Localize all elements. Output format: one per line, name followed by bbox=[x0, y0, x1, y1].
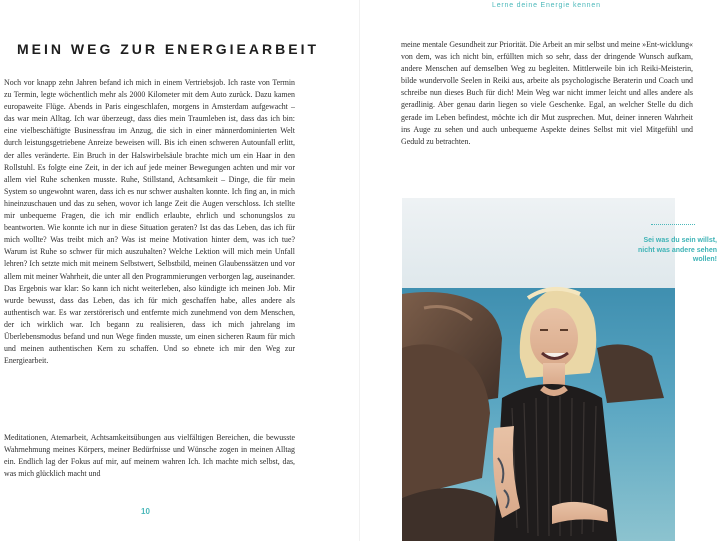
pull-quote-divider bbox=[651, 224, 695, 225]
running-header: Lerne deine Energie kennen bbox=[492, 2, 601, 9]
chapter-title: MEIN WEG ZUR ENERGIEARBEIT bbox=[17, 41, 320, 57]
pull-quote: Sei was du sein willst, nicht was andere sehen wollen! bbox=[638, 237, 717, 264]
page-number: 10 bbox=[141, 507, 150, 516]
body-paragraph: meine mentale Gesundheit zur Priorität. Die Arbeit an mir selbst und meine »Ent-wicklung« von dem, was ich nicht bin, erfüllten mich so sehr, dass der dringende Wunsch aufkam, andere Menschen auf demselben Weg zu begleiten. Mittlerweile bin ich Reiki-Meisterin, bilde wundervolle Seelen in Reiki aus, arbeite als psychologische Beraterin und Coach und schreibe nun dieses Buch für dich! Mein Weg war nicht immer leicht und alles andere als geradlinig. Aber genau darin liegen so viele Geschenke. Egal, an welcher Stelle du dich gerade im Leben befindest, möchte ich dir Mut zusprechen. Mut, deiner inneren Wahrheit ins Auge zu sehen und auch unbequeme Aspekte deines Selbst mit viel Mitgefühl und Geduld zu betrachten. bbox=[401, 40, 693, 146]
body-paragraph: Meditationen, Atemarbeit, Achtsamkeitsübungen aus vielfältigen Bereichen, die bewusste Wahrnehmung meines Körpers, meiner Bedürfnisse und Wünsche zogen in meinen Alltag ein. Endlich lag der Fokus auf mir, auf meinem wahren Ich. Ich machte mich selbst, das, was mich glücklich macht und bbox=[4, 433, 295, 479]
right-page bbox=[360, 0, 720, 541]
body-paragraph: Noch vor knapp zehn Jahren befand ich mich in einem Vertriebsjob. Ich raste von Termin zu Termin, legte wöchentlich mehr als 2000 Kilometer mit dem Auto zurück. Dazu kamen europaweite Flüge. Abends in Paris eingeschlafen, morgens in Amsterdam aufgewacht – das war mein Alltag. Ich war überzeugt, dass dies mein Traumleben ist, dass das ich bin: eine vielbeschäftigte Businessfrau im Anzug, die sich in einer männerdominierten Welt durch leistungsgetriebene Anreize beweisen will. Bis ich einen schweren Autounfall erlitt, der alles veränderte. Ein Bruch in der Halswirbelsäule brachte mich um ein Haar in den Rollstuhl. Es folgte eine Zeit, in der ich auf jede meiner Bewegungen achten und mir vor allem viel Ruhe schenken musste. Ruhe, Stillstand, Achtsamkeit – Dinge, die für mein System so ungewohnt waren, dass ich es nur schwer aushalten konnte. Ich fing an, in mich hineinzuschauen und das zu sehen, wovor ich lange Zeit die Augen verschloss. Ich stellte mir unbequeme Fragen, die ich mir endlich erlaubte, ehrlich und schonungslos zu beantworten. Wie konnte ich nur in diese Situation geraten? Ist das das Leben, das ich für mich wollte? Was treibt mich an? Was ist meine Motivation hinter dem, was ich tue? Warum ist Ruhe so schwer für mich auszuhalten? Welche Lektion will mich mein Unfall lehren? Ich setzte mich mit meinem Selbstwert, Selbstbild, meinen Glaubenssätzen und vor allem mit meiner Wahrheit, die unter all den Programmierungen verborgen lag, auseinander. Das Ergebnis war klar: So kann ich nicht weiterleben, also kündigte ich meinen Job. Mir wurde bewusst, dass das Leben, das ich für mich geschaffen habe, alles andere als authentisch war. Es war zerstörerisch und entfernte mich zunehmend von dem Menschen, der ich wirklich war. Ich begann zu realisieren, dass ich mich jahrelang im Überlebensmodus befand und nun Wege finden musste, um einen sicheren Raum für mich und meinen authentischen Kern zu schaffen. Und so ebnete ich mir den Weg zur Energiearbeit. bbox=[4, 78, 295, 366]
